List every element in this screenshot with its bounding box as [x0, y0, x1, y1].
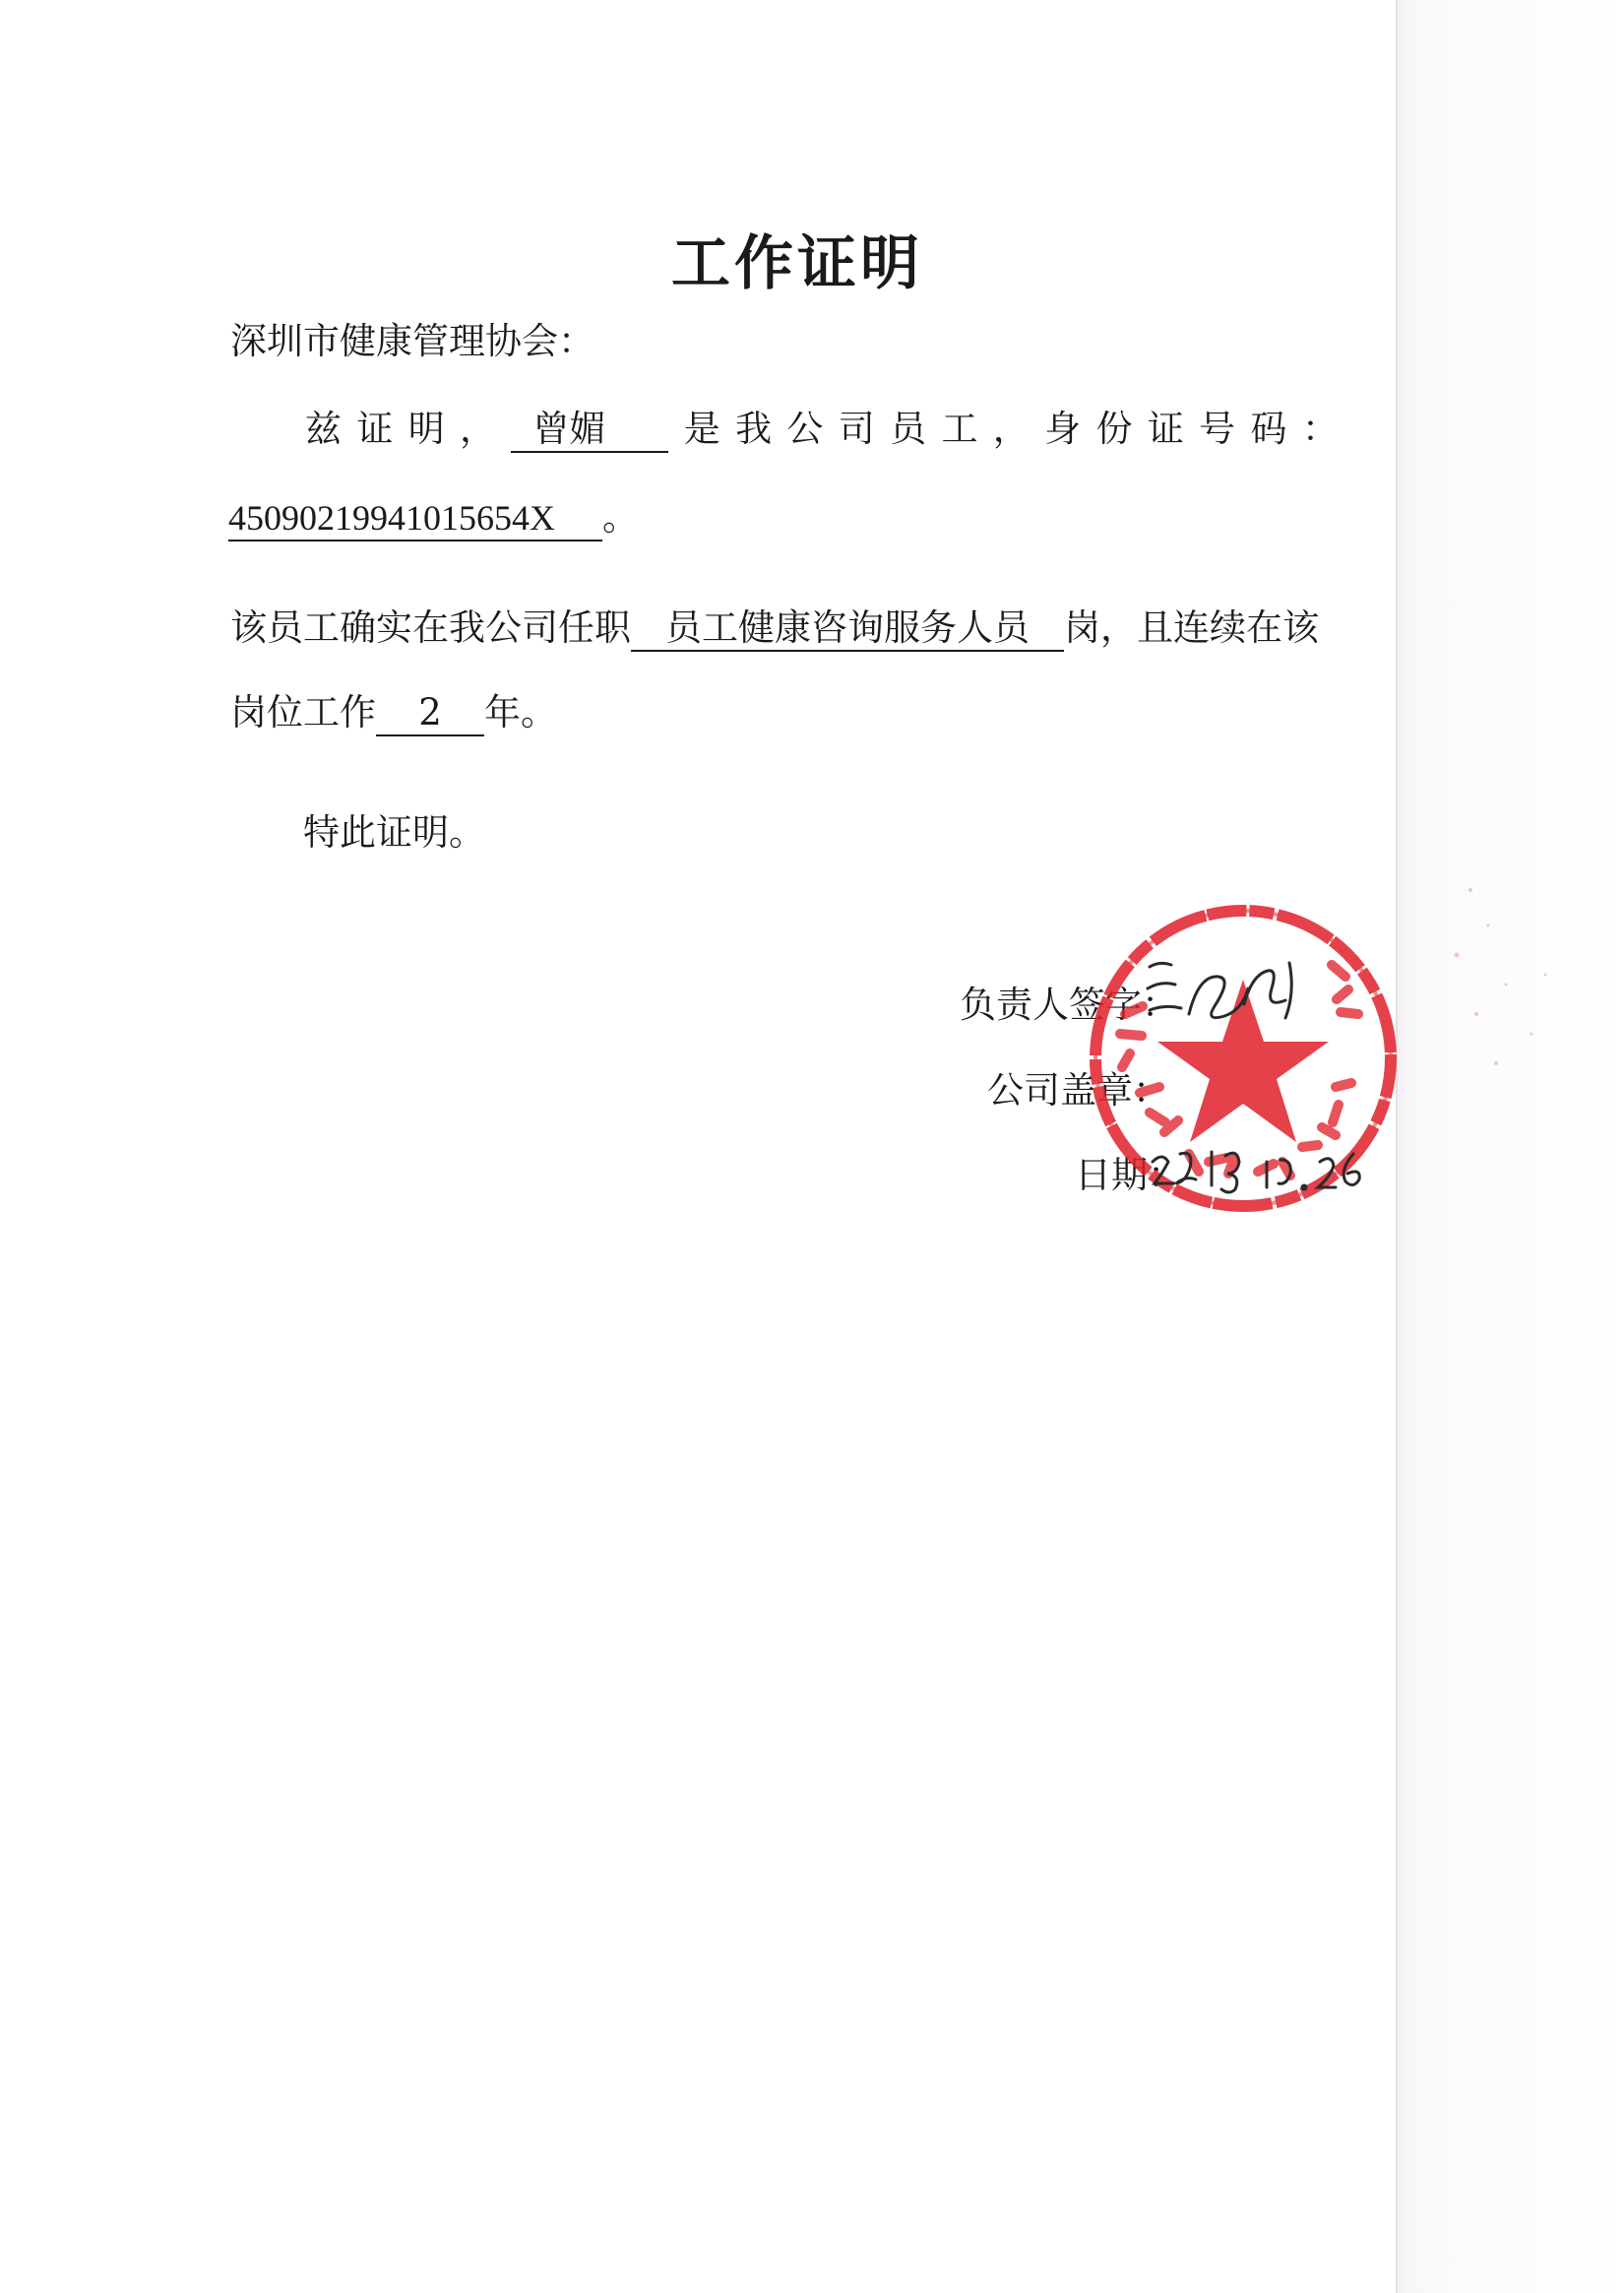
word: 证 [1147, 408, 1184, 450]
word: 兹 [305, 408, 342, 450]
word: 码 [1250, 408, 1287, 450]
word: 明 [407, 408, 445, 450]
handwritten-signature [1142, 945, 1309, 1034]
word: 公 [786, 408, 824, 450]
id-suffix: 。 [602, 496, 639, 539]
seal-label: 公司盖章： [987, 1069, 1169, 1112]
post-field: 员工健康咨询服务人员 [631, 606, 1064, 652]
word: 身 [1044, 408, 1082, 450]
word: ： [1301, 408, 1339, 450]
id-number-line [228, 487, 639, 541]
closing-statement: 特此证明。 [303, 811, 485, 854]
addressee: 深圳市健康管理协会： [230, 320, 594, 362]
document-title: 工作证明 [671, 229, 923, 298]
employment-prefix: 该员工确实在我公司任职 [230, 606, 631, 649]
id-number-field: 45090219941015654X [228, 497, 602, 541]
scan-specks [1437, 866, 1594, 1113]
word: 是 [683, 408, 720, 450]
certification-line [305, 399, 1339, 453]
employment-suffix: 岗，且连续在该 [1064, 606, 1319, 649]
word: 司 [838, 408, 875, 450]
word: 证 [356, 408, 394, 450]
scan-edge-shading [1396, 0, 1624, 2293]
employee-name-field: 曾媚 [511, 408, 668, 453]
word: ， [992, 408, 1030, 450]
word: ， [460, 408, 497, 450]
duration-suffix: 年。 [484, 691, 557, 733]
employment-line [230, 598, 1319, 652]
date-label: 日期： [1075, 1154, 1184, 1196]
duration-prefix: 岗位工作 [230, 691, 376, 733]
handwritten-date [1147, 1132, 1383, 1201]
years-field: 2 [376, 691, 484, 736]
duration-line [230, 682, 557, 736]
word: 我 [735, 408, 773, 450]
word: 份 [1095, 408, 1133, 450]
signer-label: 负责人签字： [960, 984, 1178, 1026]
word: 工 [941, 408, 978, 450]
word: 员 [890, 408, 927, 450]
word: 号 [1199, 408, 1236, 450]
